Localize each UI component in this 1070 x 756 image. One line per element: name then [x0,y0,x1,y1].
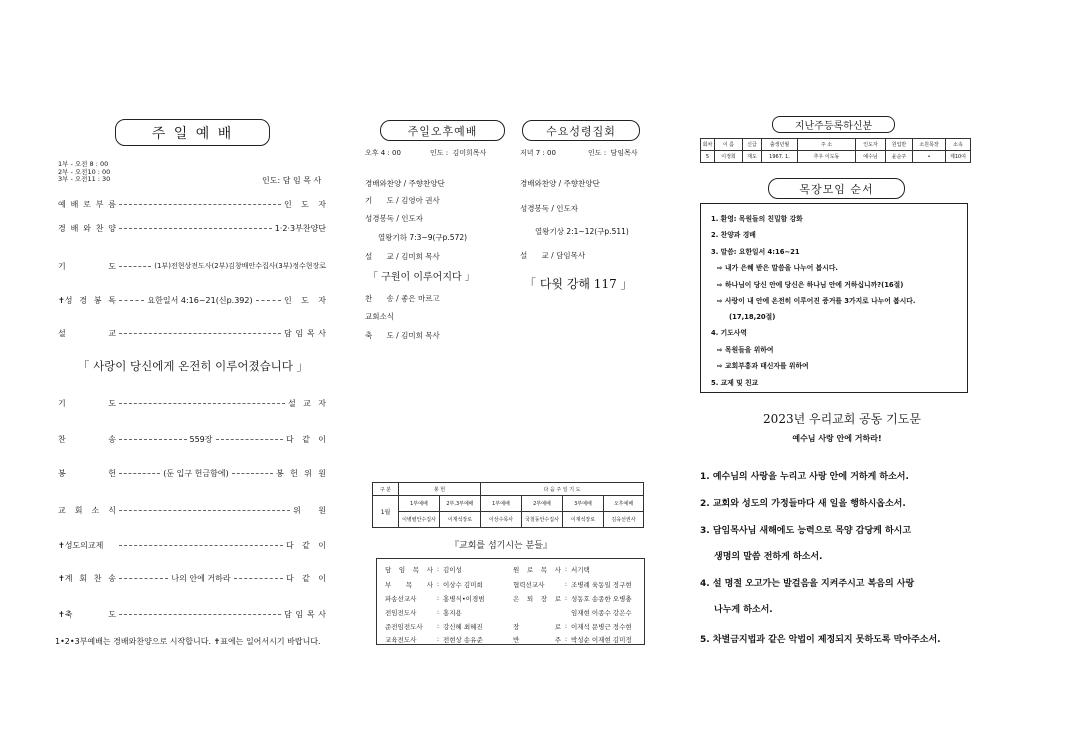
table-subheader-row [373,496,644,512]
staff-entry [513,608,632,617]
next-prayer-header: 다 음 주 일 기 도 [481,483,644,496]
table-cell: 이정희 [715,151,743,163]
staff-entry [385,622,483,631]
list-item: 1. 환영: 목원들의 친밀함 강화 [711,215,803,223]
prayer-item: 5. 차별금지법과 같은 악법이 제정되지 못하도록 막아주소서. [700,635,941,645]
scripture-reading-row [58,294,326,306]
order-label: 설 교 [58,328,116,338]
leader-line [232,473,273,474]
staff-sep: : [436,580,440,588]
mokjang-title: 목장모임 순서 [768,178,905,199]
staff-sep: : [564,594,568,602]
leader-line [119,333,281,334]
afternoon-line: 축 도 / 김미희 목사 [365,331,440,340]
order-label: 봉 헌 [58,468,116,478]
staff-entry [385,565,462,574]
header-cell: 소속 [946,139,971,151]
order-label: 예 배 로 부 름 [58,199,116,209]
staff-role: 협력선교사 [513,581,545,589]
order-middle: 요한일서 4:16~21(신p.392) [147,295,253,305]
leader-line [119,545,283,546]
leader-line [119,266,151,267]
order-value: 담 임 목 사 [284,328,326,338]
offering-row [58,467,326,479]
order-label: 기 도 [58,261,116,271]
prayer-item: 4. 설 명절 오고가는 발걸음을 지켜주시고 복음의 사랑 [700,579,915,589]
hymn-row [58,433,326,445]
staff-names: 강신혜 최혜진 [443,623,483,631]
table-cell: • [913,151,946,163]
list-subitem: ⇨ 내가 은혜 받은 말씀을 나누어 봅시다. [717,264,838,272]
staff-entry [385,594,485,603]
staff-role: 반 주 [513,636,561,644]
order-label: ✝성 경 봉 독 [58,295,116,305]
prayer-item-continuation: 나누게 하소서. [714,605,773,615]
worship-leader: 인도: 담 임 목 사 [262,176,322,185]
table-cell: 재도 [743,151,762,163]
service-times [58,161,110,184]
staff-title: 『교회를 섬기시는 분들』 [450,541,552,551]
staff-names: 임재현 이종수 강은수 [571,609,632,617]
list-subitem: ⇨ 목원들을 위하여 [717,346,774,354]
staff-entry [385,608,462,617]
afternoon-line: 열왕기하 7:3~9(구p.572) [378,233,468,242]
list-subitem: ⇨ 하나님이 당신 안에 당신은 하나님 안에 거하십니까?(16절) [717,281,904,289]
leader-line [119,578,168,579]
prayer-subtitle: 예수님 사랑 안에 거하라! [792,434,882,443]
leader-line [119,473,160,474]
wednesday-sermon-title: 「 다윗 강해 117 」 [524,277,633,291]
staff-names: 이상수 김미희 [443,581,483,589]
staff-names: 이재석 문병근 정수현 [571,623,632,631]
order-label: 경 배 와 찬 양 [58,223,116,233]
subheader-cell: 2부,3부예배 [440,496,481,512]
wednesday-line: 열왕기상 2:1~12(구p.511) [535,227,629,236]
afternoon-line: 성경봉독 / 인도자 [365,214,424,223]
afternoon-time: 오후 4 : 00 [365,149,401,157]
staff-role: 준전임전도사 [385,623,423,631]
header-cell: 회차 [701,139,715,151]
afternoon-line: 경배와찬양 / 주향찬양단 [365,179,445,188]
table-cell: 국철동안수집사 [522,512,563,528]
list-item: 4. 기도사역 [711,329,747,337]
list-subitem-continuation: (17,18,20절) [729,313,776,321]
list-item: 2. 찬양과 경배 [711,231,756,239]
wednesday-leader: 인도 : 담임목사 [588,149,638,157]
header-cell: 주 소 [798,139,856,151]
table-row [701,151,971,163]
announcements-row [58,504,326,516]
order-value: 담 임 목 사 [284,609,326,619]
prayer-row [58,260,326,272]
call-to-worship-row [58,198,326,210]
order-label: ✝계 회 찬 송 [58,573,116,583]
staff-names: 김이성 [443,566,462,574]
header-cell: 신급 [743,139,762,151]
subheader-cell: 1부예배 [481,496,522,512]
staff-sep [561,608,571,617]
service-time-2: 2부 - 오전10 : 00 [58,167,111,176]
order-value: 다 같 이 [286,434,326,444]
staff-names: 조병례 육동일 정구현 [571,581,632,589]
leader-line [234,578,283,579]
sunday-worship-title: 주 일 예 배 [115,119,270,146]
leader-line [119,204,281,205]
prayer-item-continuation: 생명의 말씀 전하게 하소서. [714,552,823,562]
order-value: 설 교 자 [288,398,326,408]
order-value: 1·2·3부찬양단 [274,223,326,233]
leader-line [256,300,281,301]
table-cell: 이재석장로 [440,512,481,528]
table-cell: 1967. 1. [762,151,798,163]
order-value: 위 원 [293,505,326,515]
subheader-cell: 1부예배 [399,496,440,512]
list-subitem: ⇨ 사랑이 내 안에 온전히 이루어진 증거를 3가지로 나누어 봅시다. [717,297,916,305]
table-cell: 김육선권사 [604,512,644,528]
staff-role: 전임전도사 [385,609,417,617]
list-subitem: ⇨ 교회부흥과 태신자를 위하여 [717,362,809,370]
table-cell: 이병렬안수집사 [399,512,440,528]
subheader-cell: 2부예배 [522,496,563,512]
sermon-row [58,327,326,339]
fellowship-row [58,539,326,551]
order-label: ✝성도의교제 [58,540,104,550]
order-value: 다 같 이 [286,573,326,583]
order-middle: (둔 입구 헌금함에) [163,468,229,478]
footnote: 1•2•3부예배는 경배와찬양으로 시작합니다. ✝표에는 일어서시기 바랍니다. [55,637,321,646]
table-cell: 예수님 [856,151,886,163]
staff-role: 담 임 목 사 [385,566,433,574]
staff-names: 전현상 송유준 [443,636,483,644]
staff-sep: : [564,622,568,630]
afternoon-sermon-title: 「 구원이 이루어지다 」 [368,272,475,283]
leader-line [119,403,285,404]
leader-line [216,439,284,440]
praise-row [58,222,326,234]
staff-entry [513,622,632,631]
afternoon-line: 기 도 / 김영아 권사 [365,196,440,205]
leader-line [119,228,272,229]
afternoon-leader: 인도 : 김미희목사 [430,149,487,157]
table-cell: 추우 이도동 [798,151,856,163]
wednesday-line: 경배와찬양 / 주향찬양단 [520,179,600,188]
table-header-row [373,483,644,496]
registration-title: 지난주등록하신분 [772,116,895,133]
prayer-item: 2. 교회와 성도의 가정들마다 새 일을 행하시옵소서. [700,499,906,509]
afternoon-line: 찬 송 / 좋은 마르고 [365,294,440,303]
afternoon-line: 교회소식 [365,312,394,321]
staff-sep: : [436,565,440,573]
table-cell: 이재석장로 [563,512,604,528]
staff-entry [385,580,483,589]
order-label: 찬 송 [58,434,116,444]
sermon-title: 「 사랑이 당신에게 온전히 이루어졌습니다 」 [77,359,309,373]
order-value: (1부)전현상전도사(2부)김창배안수집사(3부)정수현장로 [154,262,326,270]
table-cell: 윤순주 [886,151,913,163]
service-time-3: 3부 - 오전11 : 30 [58,175,111,183]
order-middle: 나의 안에 거하라 [171,573,231,583]
wednesday-time: 저녁 7 : 00 [520,149,556,157]
header-cell: 이 름 [715,139,743,151]
staff-sep: : [436,594,440,602]
staff-role: 장 로 [513,623,561,631]
staff-role: 파송선교사 [385,595,417,603]
staff-sep: : [564,635,568,643]
staff-names: 홍지용 [443,609,462,617]
registration-table [700,138,971,163]
staff-entry [385,635,483,644]
staff-entry [513,635,632,644]
staff-names: 서기택 [571,566,590,574]
afternoon-worship-title: 주일오후예배 [380,120,505,141]
subheader-cell: 3부예배 [563,496,604,512]
list-item: 5. 교제 및 친교 [711,379,759,387]
leader-line [119,614,281,615]
staff-role [513,608,561,617]
staff-sep: : [436,608,440,616]
offering-prayer-table [372,482,644,528]
staff-sep: : [436,622,440,630]
header-cell: 인도자 [856,139,886,151]
staff-entry [513,565,590,574]
header-cell: 원입반 [886,139,913,151]
leader-line [119,300,144,301]
staff-role: 원 로 목 사 [513,566,561,574]
prayer-after-sermon-row [58,397,326,409]
staff-names: 박성순 이재현 김미정 [571,636,632,644]
closing-hymn-row [58,572,326,584]
category-header: 구 분 [373,483,399,496]
order-label: 교 회 소 식 [58,505,116,515]
table-cell: 제10여 [946,151,971,163]
leader-line [119,510,290,511]
list-item: 3. 말씀: 요한일서 4:16~21 [711,248,800,256]
header-cell: 출생년월 [762,139,798,151]
staff-names: 홍병식•이경범 [443,595,485,603]
staff-entry [513,594,632,603]
table-cell: 5 [701,151,715,163]
offering-header: 봉 헌 [399,483,481,496]
order-value: 다 같 이 [286,540,326,550]
prayer-item: 1. 예수님의 사랑을 누리고 사랑 안에 거하게 하소서. [700,472,909,482]
benediction-row [58,608,326,620]
wednesday-line: 설 교 / 담임목사 [520,251,586,260]
order-value: 인 도 자 [284,199,326,209]
afternoon-line: 설 교 / 김미희 목사 [365,252,440,261]
staff-box [376,558,645,645]
subheader-cell: 오후예배 [604,496,644,512]
staff-role: 부 목 사 [385,581,433,589]
staff-role: 교육전도사 [385,636,417,644]
order-value: 봉 헌 위 원 [276,468,326,478]
staff-entry [513,580,632,589]
mokjang-order-box [700,203,968,393]
order-middle: 559장 [189,434,213,444]
header-cell: 소원목장 [913,139,946,151]
table-row [373,512,644,528]
prayer-item: 3. 담임목사님 새해에도 능력으로 목양 감당케 하시고 [700,526,912,536]
order-label: ✝축 도 [58,609,116,619]
staff-names: 성동호 송종한 오병충 [571,595,632,603]
staff-sep: : [564,580,568,588]
service-time-1: 1부 - 오전 8 : 00 [58,160,109,168]
registration-header-row [701,139,971,151]
staff-sep: : [564,565,568,573]
month-cell: 1월 [373,496,399,528]
staff-role: 은 퇴 장 로 [513,595,561,603]
leader-line [119,439,187,440]
order-label: 기 도 [58,398,116,408]
staff-sep: : [436,635,440,643]
order-value: 인 도 자 [284,295,327,305]
table-cell: 이상수목사 [481,512,522,528]
prayer-title: 2023년 우리교회 공동 기도문 [763,412,921,426]
wednesday-line: 성경봉독 / 인도자 [520,204,579,213]
wednesday-service-title: 수요성령집회 [522,120,640,141]
